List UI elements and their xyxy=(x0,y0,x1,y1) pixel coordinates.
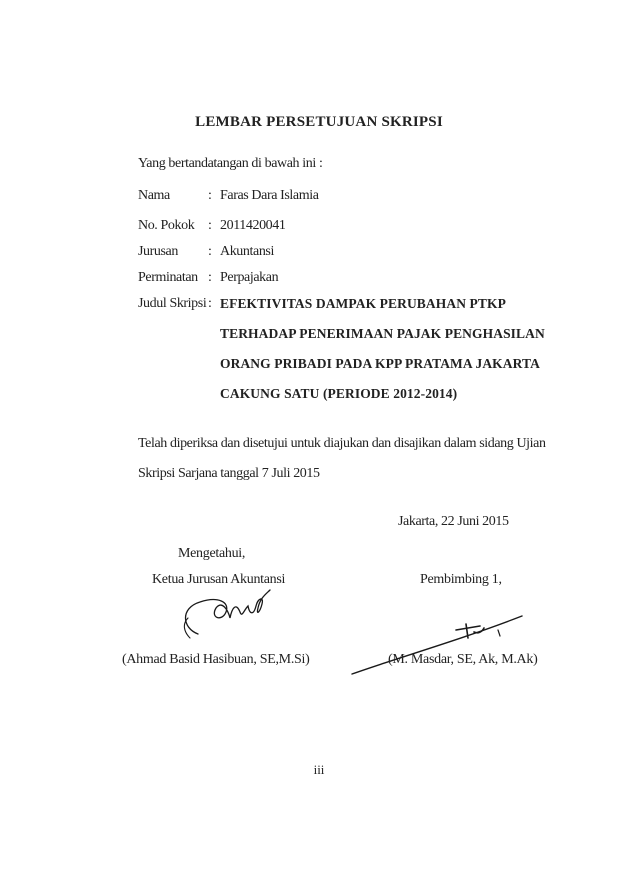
field-value: Faras Dara Islamia xyxy=(220,188,319,203)
signature-left xyxy=(170,588,290,648)
field-colon: : xyxy=(208,296,212,311)
signatory-role: Pembimbing 1, xyxy=(420,572,502,587)
field-value: 2011420041 xyxy=(220,218,286,233)
thesis-title-line: CAKUNG SATU (PERIODE 2012-2014) xyxy=(220,386,458,401)
field-colon: : xyxy=(208,270,212,285)
place-date: Jakarta, 22 Juni 2015 xyxy=(398,514,509,529)
signatory-name: (Ahmad Basid Hasibuan, SE,M.Si) xyxy=(122,652,310,667)
field-value: Akuntansi xyxy=(220,244,274,259)
page-title: LEMBAR PERSETUJUAN SKRIPSI xyxy=(195,114,443,130)
field-label: No. Pokok xyxy=(138,218,195,233)
signatory-name: (M. Masdar, SE, Ak, M.Ak) xyxy=(388,652,538,667)
signature-right xyxy=(350,602,530,682)
field-colon: : xyxy=(208,244,212,259)
signatory-role: Ketua Jurusan Akuntansi xyxy=(152,572,286,587)
thesis-title-line: TERHADAP PENERIMAAN PAJAK PENGHASILAN xyxy=(220,326,545,341)
thesis-title-line: EFEKTIVITAS DAMPAK PERUBAHAN PTKP xyxy=(220,296,506,311)
page-number: iii xyxy=(313,762,325,777)
intro-text: Yang bertandatangan di bawah ini : xyxy=(138,156,323,171)
approval-text-line: Telah diperiksa dan disetujui untuk diajukan dan disajikan dalam sidang Ujian xyxy=(138,436,546,451)
field-label: Jurusan xyxy=(138,244,178,259)
acknowledged-heading: Mengetahui, xyxy=(178,546,246,561)
field-colon: : xyxy=(208,188,212,203)
field-colon: : xyxy=(208,218,212,233)
approval-text-line: Skripsi Sarjana tanggal 7 Juli 2015 xyxy=(138,466,320,481)
field-label: Judul Skripsi xyxy=(138,296,207,311)
field-value: Perpajakan xyxy=(220,270,279,285)
thesis-title-line: ORANG PRIBADI PADA KPP PRATAMA JAKARTA xyxy=(220,356,540,371)
field-label: Nama xyxy=(138,188,170,203)
field-label: Perminatan xyxy=(138,270,198,285)
